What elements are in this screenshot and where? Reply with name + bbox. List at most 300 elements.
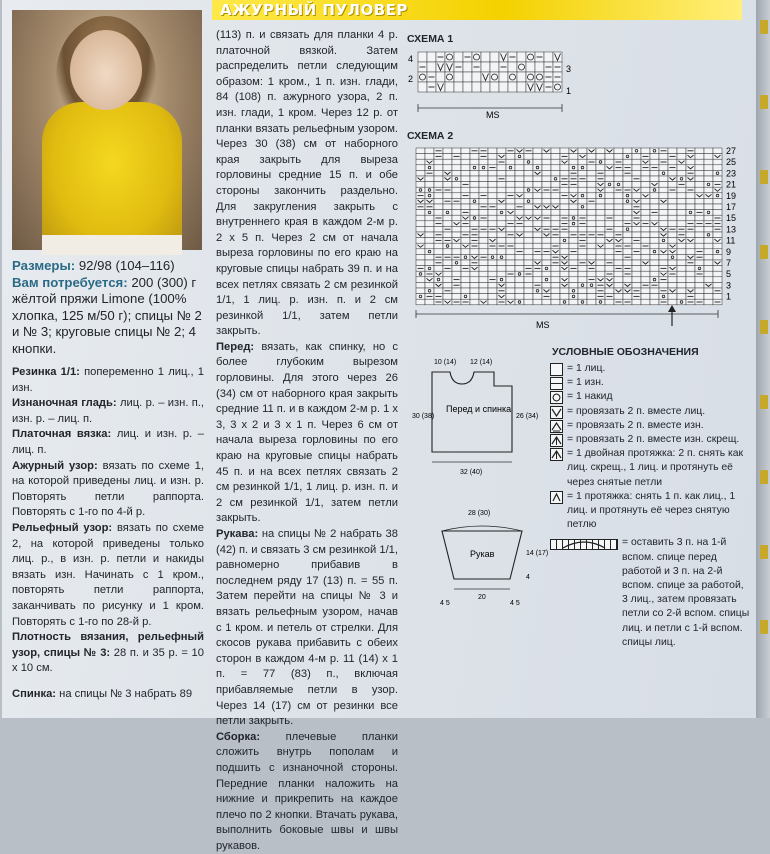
chart-cell [461, 254, 470, 260]
chart-cell [614, 271, 623, 277]
chart-cell [650, 204, 659, 210]
chart-cell [605, 254, 614, 260]
chart-cell [470, 159, 479, 165]
chart-cell [533, 254, 542, 260]
chart-cell [605, 243, 614, 249]
chart-cell [497, 266, 506, 272]
chart-cell [515, 176, 524, 182]
chart-cell [641, 254, 650, 260]
legend-text: = провязать 2 п. вместе изн. скрещ. [567, 434, 740, 446]
chart-cell [605, 277, 614, 283]
chart-cell [479, 159, 488, 165]
edge-tab [760, 470, 768, 484]
chart-cell [623, 182, 632, 188]
chart-cell [544, 52, 553, 62]
chart-cell [668, 148, 677, 154]
chart-cell [470, 271, 479, 277]
chart-cell [713, 266, 722, 272]
chart-cell [578, 277, 587, 283]
chart-cell [596, 165, 605, 171]
chart-cell [515, 243, 524, 249]
chart-cell [668, 215, 677, 221]
chart-cell [704, 288, 713, 294]
chart-cell [443, 215, 452, 221]
chart-cell [587, 243, 596, 249]
chart-cell [596, 148, 605, 154]
chart-cell [641, 193, 650, 199]
chart-cell [488, 282, 497, 288]
chart-cell [524, 187, 533, 193]
chart-cell [533, 238, 542, 244]
chart-cell [416, 221, 425, 227]
chart-cell [443, 165, 452, 171]
chart-cell [479, 187, 488, 193]
chart-cell [551, 198, 560, 204]
chart-cell [677, 215, 686, 221]
chart-cell [506, 226, 515, 232]
chart-cell [704, 148, 713, 154]
chart-cell [650, 254, 659, 260]
chart-cell [668, 282, 677, 288]
edge-tab [760, 545, 768, 559]
chart-cell [551, 299, 560, 305]
chart-cell [524, 232, 533, 238]
chart-cell [524, 277, 533, 283]
chart-cell [452, 238, 461, 244]
chart-cell [470, 266, 479, 272]
chart-cell [533, 170, 542, 176]
chart-cell [686, 266, 695, 272]
purl-stitch [12, 396, 204, 427]
chart-cell [416, 154, 425, 160]
chart-cell [713, 187, 722, 193]
chart-cell [481, 52, 490, 62]
chart-cell [479, 271, 488, 277]
chart-cell [659, 176, 668, 182]
chart-cell [479, 294, 488, 300]
sleeve-dim-bottom: 20 [478, 594, 486, 601]
legend-item [550, 362, 750, 376]
edge-tab [760, 320, 768, 334]
chart-cell [497, 210, 506, 216]
chart-cell [578, 198, 587, 204]
chart-cell [452, 232, 461, 238]
chart-cell [515, 159, 524, 165]
chart-cell [659, 226, 668, 232]
chart-cell [650, 266, 659, 272]
chart-cell [704, 238, 713, 244]
chart-cell [659, 215, 668, 221]
legend-text: = 1 лиц. [567, 363, 606, 374]
chart-cell [686, 238, 695, 244]
chart-cell [569, 226, 578, 232]
chart-cell [454, 82, 463, 92]
chart-cell [668, 176, 677, 182]
chart-cell [668, 232, 677, 238]
chart-cell [515, 294, 524, 300]
lace-pattern [12, 459, 204, 521]
p2tog-symbol-icon [550, 420, 563, 433]
chart-cell [454, 72, 463, 82]
chart-cell [506, 254, 515, 260]
chart-cell [551, 148, 560, 154]
chart-cell [461, 204, 470, 210]
chart-cell [596, 182, 605, 188]
chart-cell [704, 187, 713, 193]
chart-cell [470, 165, 479, 171]
chart-cell [704, 176, 713, 182]
garter-text: лиц. и изн. р. – лиц. п. [12, 428, 205, 456]
edge-tab [760, 170, 768, 184]
chart-cell [668, 182, 677, 188]
chart-cell [578, 266, 587, 272]
chart-cell [650, 198, 659, 204]
chart-cell [614, 176, 623, 182]
chart-cell [587, 260, 596, 266]
chart-cell [443, 210, 452, 216]
chart-cell [578, 154, 587, 160]
chart-cell [578, 193, 587, 199]
chart-cell [569, 193, 578, 199]
chart-cell [596, 260, 605, 266]
chart-cell [497, 260, 506, 266]
chart-cell [641, 266, 650, 272]
chart-cell [650, 260, 659, 266]
chart-cell [569, 159, 578, 165]
chart-cell [578, 187, 587, 193]
chart-cell [497, 198, 506, 204]
chart-cell [425, 193, 434, 199]
chart-cell [425, 215, 434, 221]
chart-cell [578, 288, 587, 294]
chart-cell [596, 193, 605, 199]
chart-cell [587, 221, 596, 227]
chart-cell [515, 187, 524, 193]
chart-cell [632, 159, 641, 165]
chart-cell [632, 277, 641, 283]
chart-cell [632, 154, 641, 160]
chart-cell [569, 204, 578, 210]
chart-cell [497, 282, 506, 288]
chart-cell [551, 204, 560, 210]
chart-cell [515, 226, 524, 232]
chart-cell [443, 299, 452, 305]
chart-cell [524, 182, 533, 188]
chart-cell [542, 254, 551, 260]
chart-cell [560, 254, 569, 260]
chart-cell [533, 277, 542, 283]
chart-cell [713, 282, 722, 288]
chart-cell [560, 198, 569, 204]
chart-cell [569, 148, 578, 154]
chart-cell [704, 299, 713, 305]
chart-cell [524, 198, 533, 204]
chart-cell [535, 62, 544, 72]
chart-cell [461, 154, 470, 160]
chart-cell [479, 182, 488, 188]
chart-cell [488, 288, 497, 294]
chart-cell [578, 182, 587, 188]
chart-cell [668, 254, 677, 260]
chart-cell [677, 260, 686, 266]
chart-cell [425, 277, 434, 283]
chart-cell [488, 271, 497, 277]
dim-height-left: 30 (38) [412, 413, 435, 420]
chart-cell [641, 176, 650, 182]
chart-cell [524, 249, 533, 255]
chart-cell [470, 198, 479, 204]
chart-cell [596, 198, 605, 204]
chart-cell [425, 232, 434, 238]
purl-symbol-icon [550, 377, 563, 390]
chart-cell [425, 238, 434, 244]
chart-cell [416, 288, 425, 294]
chart-cell [713, 238, 722, 244]
chart-cell [515, 271, 524, 277]
chart-cell [650, 226, 659, 232]
chart-cell [470, 170, 479, 176]
chart-cell [479, 260, 488, 266]
schema1-ms-label: MS [486, 110, 500, 120]
chart-cell [560, 187, 569, 193]
materials-value: 200 (300) г жёлтой пряжи Limone (100% хлопка, 125 м/50 г); спицы № 2 и № 3; круговые спицы № 2; 4 кнопки. [12, 274, 202, 356]
chart-cell [596, 271, 605, 277]
chart-cell [515, 282, 524, 288]
chart-cell [641, 148, 650, 154]
chart-cell [524, 210, 533, 216]
schema2-ms-label: MS [536, 320, 550, 330]
chart-cell [461, 238, 470, 244]
chart-cell [425, 254, 434, 260]
chart-cell [551, 221, 560, 227]
chart-cell [677, 187, 686, 193]
chart-cell [434, 288, 443, 294]
chart-cell [452, 226, 461, 232]
chart-cell [452, 243, 461, 249]
chart-cell [479, 165, 488, 171]
chart-cell [713, 170, 722, 176]
chart-cell [632, 299, 641, 305]
schema2-row-label: 11 [726, 235, 736, 246]
legend-text: = 1 накид [567, 391, 613, 403]
chart-cell [524, 254, 533, 260]
chart-cell [686, 210, 695, 216]
chart-cell [560, 294, 569, 300]
chart-cell [650, 299, 659, 305]
chart-cell [443, 271, 452, 277]
legend-text: = провязать 2 п. вместе изн. [567, 419, 704, 431]
chart-cell [488, 294, 497, 300]
chart-cell [596, 277, 605, 283]
chart-cell [551, 271, 560, 277]
chart-cell [614, 226, 623, 232]
chart-cell [461, 159, 470, 165]
purl-label: Изнаночная гладь: [12, 397, 117, 410]
chart-cell [443, 243, 452, 249]
schema2-row-label: 27 [726, 146, 737, 156]
chart-cell [596, 226, 605, 232]
middle-column [216, 28, 398, 854]
chart-cell [605, 204, 614, 210]
chart-cell [623, 226, 632, 232]
chart-cell [659, 249, 668, 255]
chart-cell [704, 193, 713, 199]
chart-cell [704, 204, 713, 210]
chart-cell [434, 271, 443, 277]
chart-cell [695, 243, 704, 249]
chart-cell [578, 299, 587, 305]
chart-cell [560, 249, 569, 255]
chart-cell [425, 154, 434, 160]
chart-cell [524, 165, 533, 171]
chart-cell [623, 148, 632, 154]
chart-cell [506, 176, 515, 182]
chart-cell [614, 254, 623, 260]
chart-cell [452, 170, 461, 176]
chart-cell [713, 154, 722, 160]
chart-cell [517, 52, 526, 62]
chart-cell [542, 204, 551, 210]
chart-cell [650, 176, 659, 182]
chart-cell [434, 159, 443, 165]
chart-cell [632, 165, 641, 171]
materials-line [12, 275, 204, 358]
left-column [12, 258, 204, 702]
chart-cell [677, 249, 686, 255]
chart-cell [614, 154, 623, 160]
chart-cell [668, 277, 677, 283]
chart-cell [605, 187, 614, 193]
chart-cell [614, 277, 623, 283]
chart-cell [641, 170, 650, 176]
chart-cell [416, 271, 425, 277]
assembly-label: Сборка: [216, 730, 261, 743]
chart-cell [605, 159, 614, 165]
chart-cell [677, 288, 686, 294]
chart-cell [632, 221, 641, 227]
chart-cell [533, 215, 542, 221]
chart-cell [668, 238, 677, 244]
chart-cell [425, 260, 434, 266]
schema1-row-3: 3 [566, 64, 572, 74]
chart-cell [650, 277, 659, 283]
chart-cell [686, 254, 695, 260]
chart-cell [416, 249, 425, 255]
chart-cell [542, 238, 551, 244]
chart-cell [677, 277, 686, 283]
chart-cell [659, 221, 668, 227]
chart-cell [677, 254, 686, 260]
chart-cell [695, 266, 704, 272]
chart-cell [488, 238, 497, 244]
chart-cell [704, 277, 713, 283]
chart-cell [668, 243, 677, 249]
chart-cell [659, 254, 668, 260]
chart-cell [578, 226, 587, 232]
chart-cell [443, 148, 452, 154]
chart-cell [668, 266, 677, 272]
chart-cell [668, 210, 677, 216]
chart-cell [434, 243, 443, 249]
chart-cell [650, 170, 659, 176]
legend-item [550, 419, 750, 433]
chart-cell [569, 288, 578, 294]
chart-cell [434, 170, 443, 176]
chart-cell [551, 159, 560, 165]
chart-cell [668, 170, 677, 176]
chart-cell [445, 82, 454, 92]
chart-cell [713, 232, 722, 238]
chart-cell [515, 266, 524, 272]
chart-cell [416, 282, 425, 288]
assembly-instructions [216, 730, 398, 854]
chart-cell [596, 254, 605, 260]
chart-cell [668, 198, 677, 204]
chart-cell [488, 215, 497, 221]
chart-cell [542, 159, 551, 165]
chart-cell [461, 165, 470, 171]
chart-cell [497, 187, 506, 193]
chart-cell [515, 277, 524, 283]
chart-cell [560, 288, 569, 294]
chart-cell [686, 288, 695, 294]
chart-cell [515, 215, 524, 221]
chart-cell [704, 294, 713, 300]
chart-cell [632, 266, 641, 272]
chart-cell [704, 260, 713, 266]
chart-cell [641, 277, 650, 283]
chart-cell [470, 277, 479, 283]
chart-cell [560, 165, 569, 171]
chart-cell [497, 232, 506, 238]
chart-cell [515, 210, 524, 216]
sleeve-pattern [422, 505, 549, 611]
chart-cell [632, 254, 641, 260]
chart-cell [650, 182, 659, 188]
chart-cell [650, 271, 659, 277]
chart-cell [488, 266, 497, 272]
rib-label: Резинка 1/1: [12, 366, 80, 378]
chart-cell [416, 198, 425, 204]
chart-cell [524, 294, 533, 300]
chart-cell [686, 193, 695, 199]
chart-cell [488, 210, 497, 216]
chart-cell [623, 232, 632, 238]
chart-cell [587, 238, 596, 244]
chart-cell [659, 243, 668, 249]
chart-cell [479, 288, 488, 294]
chart-cell [587, 299, 596, 305]
chart-cell [488, 299, 497, 305]
chart-cell [587, 154, 596, 160]
chart-cell [614, 288, 623, 294]
chart-cell [497, 182, 506, 188]
chart-cell [587, 204, 596, 210]
chart-cell [587, 282, 596, 288]
chart-cell [542, 148, 551, 154]
chart-cell [436, 72, 445, 82]
ssk-symbol-icon [550, 491, 563, 504]
chart-cell [695, 215, 704, 221]
chart-cell [578, 148, 587, 154]
chart-cell [632, 282, 641, 288]
chart-cell [497, 277, 506, 283]
chart-cell [632, 182, 641, 188]
chart-cell [578, 159, 587, 165]
cable-symbol-icon [550, 539, 618, 550]
sleeve-dim-side-right: 4 5 [510, 600, 520, 607]
chart-cell [695, 176, 704, 182]
